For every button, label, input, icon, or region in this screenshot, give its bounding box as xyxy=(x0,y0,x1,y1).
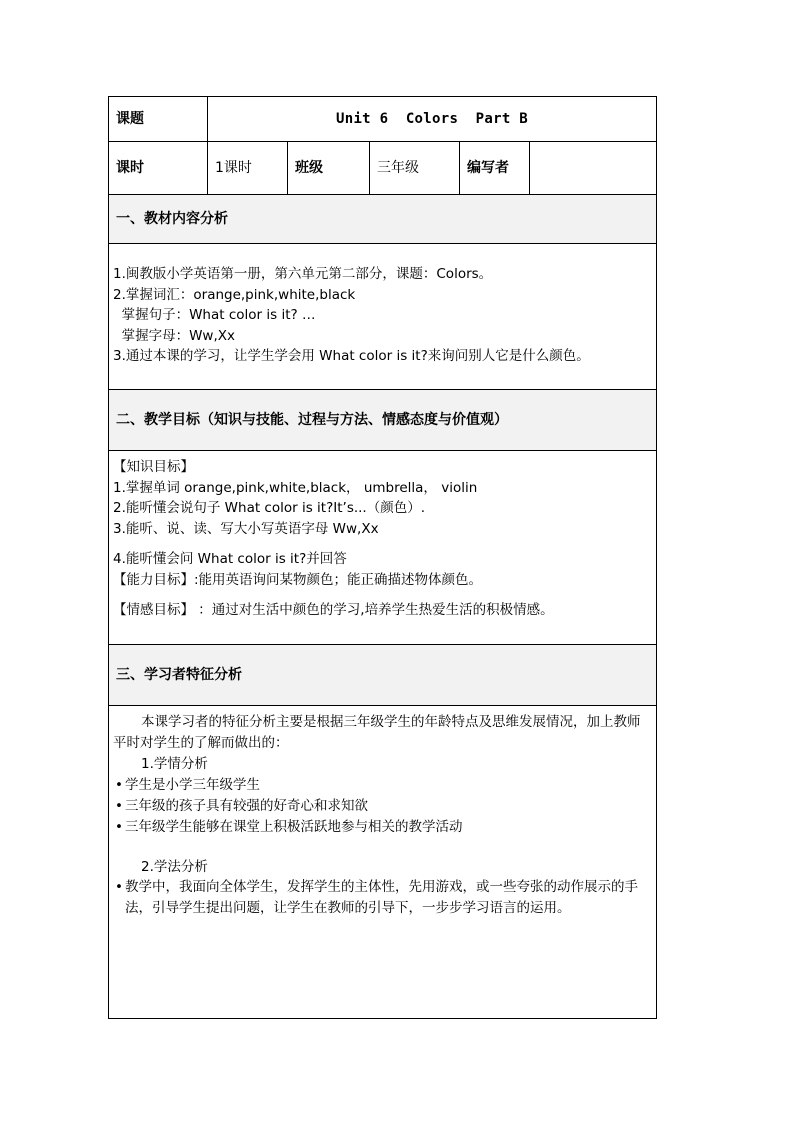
period-value: 1课时 xyxy=(208,142,288,195)
bullet-icon: • xyxy=(115,797,123,814)
bullet-icon: • xyxy=(115,818,123,835)
learner-bullet: • 学生是小学三年级学生 xyxy=(113,775,652,796)
content-analysis-body-row xyxy=(109,244,657,390)
author-label: 编写者 xyxy=(460,142,530,195)
learner-heading: 三、学习者特征分析 xyxy=(109,645,657,706)
learner-body-row xyxy=(109,706,657,1019)
learner-bullet: • 教学中，我面向全体学生，发挥学生的主体性，先用游戏，或一些夸张的动作展示的手法，引导学生提出问题，让学生在教师的引导下，一步步学习语言的运用。 xyxy=(113,877,652,919)
content-analysis-heading-row xyxy=(109,195,657,244)
content-line: 掌握字母：Ww,Xx xyxy=(113,327,236,344)
class-value: 三年级 xyxy=(370,142,460,195)
class-label: 班级 xyxy=(288,142,370,195)
spacer xyxy=(113,539,652,549)
objectives-heading-row xyxy=(109,390,657,451)
learner-bullet: • 三年级学生能够在课堂上积极活跃地参与相关的教学活动 xyxy=(113,817,652,838)
objective-line: 2.能听懂会说句子 What color is it?It’s...（颜色）. xyxy=(113,500,426,516)
period-row xyxy=(109,142,657,195)
topic-row xyxy=(109,97,657,142)
objectives-body-row xyxy=(109,451,657,645)
content-line: 3.通过本课的学习，让学生学会用 What color is it?来询问别人它是什么颜色。 xyxy=(113,348,590,364)
objective-line: 【情感目标】 ：通过对生活中颜色的学习,培养学生热爱生活的积极情感。 xyxy=(113,602,554,618)
objectives-heading: 二、教学目标（知识与技能、过程与方法、情感态度与价值观） xyxy=(109,390,657,451)
author-value xyxy=(530,142,657,195)
spacer xyxy=(113,590,652,600)
learner-heading-row xyxy=(109,645,657,706)
objective-line: 【能力目标】:能用英语询问某物颜色；能正确描述物体颜色。 xyxy=(113,571,483,588)
content-line: 掌握句子：What color is it? … xyxy=(113,307,316,323)
bullet-icon: • xyxy=(115,879,123,895)
content-analysis-body xyxy=(109,244,657,390)
objective-line: 1.掌握单词 orange,pink,white,black， umbrella， violin xyxy=(113,479,478,496)
content-line: 1.闽教版小学英语第一册，第六单元第二部分，课题：Colors。 xyxy=(113,266,493,282)
content-line: 2.掌握词汇：orange,pink,white,black xyxy=(113,286,356,303)
spacer xyxy=(113,838,652,857)
lesson-plan-table xyxy=(108,96,657,1019)
learner-intro: 本课学习者的特征分析主要是根据三年级学生的年龄特点及思维发展情况，加上教师平时对学生的了解而做出的： xyxy=(113,714,641,751)
learner-subheading: 2.学法分析 xyxy=(141,858,208,875)
topic-label: 课题 xyxy=(109,97,208,142)
objective-line: 4.能听懂会问 What color is it?并回答 xyxy=(113,551,347,567)
learner-body xyxy=(109,706,657,1019)
period-label: 课时 xyxy=(109,142,208,195)
objectives-body xyxy=(109,451,657,645)
objective-line: 3.能听、说、读、写大小写英语字母 Ww,Xx xyxy=(113,520,379,537)
objective-line: 【知识目标】 xyxy=(113,459,194,475)
content-analysis-heading: 一、教材内容分析 xyxy=(109,195,657,244)
topic-value: Unit 6 Colors Part B xyxy=(208,97,657,142)
bullet-icon: • xyxy=(115,776,123,793)
learner-subheading: 1.学情分析 xyxy=(141,756,208,772)
learner-bullet: • 三年级的孩子具有较强的好奇心和求知欲 xyxy=(113,796,652,817)
